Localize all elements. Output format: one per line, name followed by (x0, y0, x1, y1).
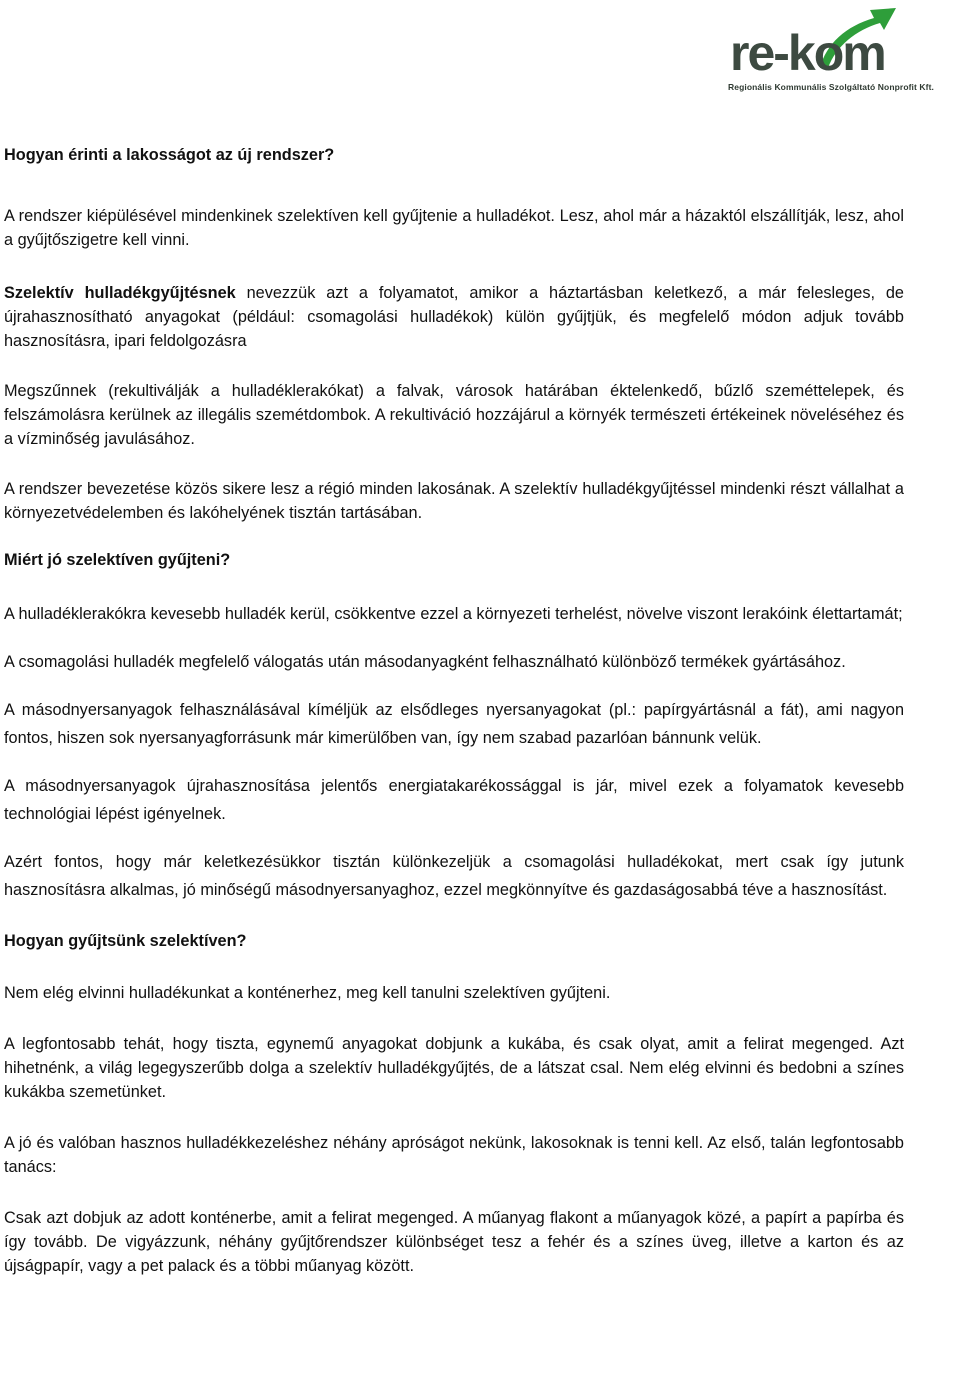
paragraph-text: nevezzük azt a folyamatot, amikor a háztartásban keletkező, a már felesleges, de újrahasznosítható anyagokat (például: csomagolási hulladékok) külön gyűjtjük, és megfelelő módon adjuk tovább hasznosításra, ipari feldolgozásra (4, 284, 904, 350)
paragraph: A hulladéklerakókra kevesebb hulladék kerül, csökkentve ezzel a környezeti terhelést, növelve viszont lerakóink élettartamát; (4, 605, 903, 623)
company-logo (728, 4, 958, 100)
section-heading: Hogyan gyűjtsünk szelektíven? (4, 932, 247, 950)
paragraph: Azért fontos, hogy már keletkezésükkor tisztán különkezeljük a csomagolási hulladékokat, mert csak így jutunk hasznosításra alkalmas, jó minőségű másodnyersanyaghoz, ezzel megkönnyítve és gazdaságosabbá téve a hasznosítást. (4, 853, 904, 899)
logo-tagline: Regionális Kommunális Szolgáltató Nonprofit Kft. (728, 82, 934, 92)
paragraph: Megszűnnek (rekultiválják a hulladéklerakókat) a falvak, városok határában éktelenkedő, bűzlő szeméttelepek, és felszámolásra kerülnek az illegális szemétdombok. A rekultiváció hozzájárul a környék természeti értékeinek növeléséhez és a vízminőség javulásához. (4, 382, 904, 448)
paragraph: A jó és valóban hasznos hulladékkezeléshez néhány apróságot nekünk, lakosoknak is tenni kell. Az első, talán legfontosabb tanács: (4, 1134, 904, 1176)
paragraph: A rendszer kiépülésével mindenkinek szelektíven kell gyűjtenie a hulladékot. Lesz, ahol már a házaktól elszállítják, lesz, ahol a gyűjtőszigetre kell vinni. (4, 207, 904, 249)
paragraph: Nem elég elvinni hulladékunkat a konténerhez, meg kell tanulni szelektíven gyűjteni. (4, 984, 611, 1002)
section-heading: Hogyan érinti a lakosságot az új rendszer? (4, 146, 335, 164)
logo-wordmark: re-kom (730, 25, 885, 81)
bold-term: Szelektív hulladékgyűjtésnek (4, 284, 236, 302)
paragraph: A másodnyersanyagok felhasználásával kíméljük az elsődleges nyersanyagokat (pl.: papírgyártásnál a fát), ami nagyon fontos, hiszen sok nyersanyagforrásunk már kimerülőben van, így nem szabad pazarlóan bánnunk velük. (4, 701, 904, 747)
paragraph: A másodnyersanyagok újrahasznosítása jelentős energiatakarékossággal is jár, mivel ezek a folyamatok kevesebb technológiai lépést igényelnek. (4, 777, 904, 823)
section-heading: Miért jó szelektíven gyűjteni? (4, 551, 231, 569)
document-body (4, 146, 904, 1278)
paragraph: Csak azt dobjuk az adott konténerbe, amit a felirat megenged. A műanyag flakont a műanyagok közé, a papírt a papírba és így tovább. De vigyázzunk, néhány gyűjtőrendszer különbséget tesz a fehér és a színes üveg, illetve a karton és az újságpapír, vagy a pet palack és a többi műanyag között. (4, 1209, 904, 1275)
paragraph: A csomagolási hulladék megfelelő válogatás után másodanyagként felhasználható különböző termékek gyártásához. (4, 653, 846, 671)
logo-graphic (728, 4, 958, 84)
paragraph: A rendszer bevezetése közös sikere lesz a régió minden lakosának. A szelektív hulladékgyűjtéssel mindenki részt vállalhat a környezetvédelemben és lakóhelyének tisztán tartásában. (4, 480, 904, 522)
paragraph: A legfontosabb tehát, hogy tiszta, egynemű anyagokat dobjunk a kukába, és csak olyat, amit a felirat megenged. Azt hihetnénk, a világ legegyszerűbb dolga a szelektív hulladékgyűjtés, de a látszat csal. Nem elég elvinni és bedobni a színes kukákba szemetünket. (4, 1035, 904, 1101)
paragraph (4, 281, 904, 353)
